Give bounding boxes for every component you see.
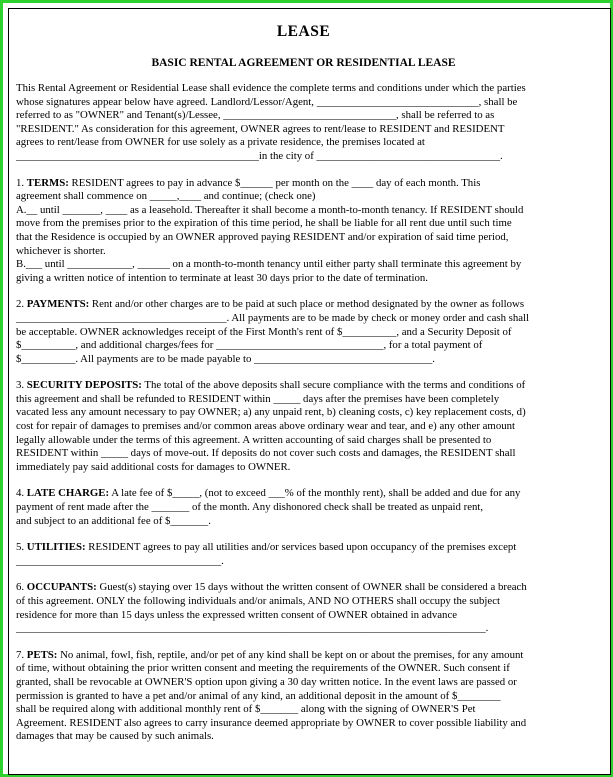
section-line: damages that may be caused by such animals. bbox=[16, 730, 214, 743]
section-heading: OCCUPANTS: bbox=[26, 581, 97, 594]
section-line: Agreement. RESIDENT also agrees to carry insurance deemed appropriate by OWNER to cover possible liability and bbox=[16, 716, 527, 729]
section-number: 6. bbox=[16, 581, 27, 594]
section-line: permission is granted to have a pet and/or animal of any kind, an additional deposit in the amount of $________ bbox=[16, 689, 501, 702]
intro-line: whose signatures appear below have agreed. Landlord/Lessor/Agent, ______________________________, shall be bbox=[16, 95, 518, 108]
section-line: ______________________________________. bbox=[16, 554, 224, 567]
section-line: that the Residence is occupied by an OWNER approved paying RESIDENT and/or expiration of said time period, bbox=[16, 230, 509, 243]
section-number: 4. bbox=[16, 487, 27, 500]
section-line: legally allowable under the terms of this agreement. A written accounting of said charges shall be presented to bbox=[16, 433, 492, 446]
section-heading: PAYMENTS: bbox=[26, 298, 90, 311]
intro-line: _____________________________________________in the city of __________________________________. bbox=[16, 149, 503, 162]
section-line: residence for more than 15 days unless the expressed written consent of OWNER obtained in advance bbox=[16, 608, 458, 621]
section-line: of this agreement. ONLY the following individuals and/or animals, AND NO OTHERS shall occupy the subject bbox=[16, 595, 500, 607]
intro-line: referred to as "OWNER" and Tenant(s)/Lessee, ________________________________, shall be referred to as bbox=[16, 109, 495, 122]
section-text: Rent and/or other charges are to be paid at such place or method designated by the owner as follows bbox=[89, 298, 525, 311]
lease-document bbox=[16, 23, 591, 744]
section-line: $__________. All payments are to be made payable to _________________________________. bbox=[16, 352, 435, 365]
section-line: move from the premises prior to the expiration of this time period, he shall be liable for all rent due until such time bbox=[16, 217, 512, 230]
section-first-line bbox=[16, 177, 591, 191]
section-first-line bbox=[16, 649, 591, 663]
section-line: immediately pay said additional costs for damages to OWNER. bbox=[16, 460, 291, 473]
section-line: cost for repair of damages to premises and/or common areas above ordinary wear and tear, and e) any other amount bbox=[16, 420, 516, 433]
section-payments bbox=[16, 298, 591, 366]
section-first-line bbox=[16, 298, 591, 312]
section-line: this agreement and shall be refunded to RESIDENT within _____ days after the premises have been completely bbox=[16, 392, 500, 405]
document-subtitle: BASIC RENTAL AGREEMENT OR RESIDENTIAL LEASE bbox=[151, 57, 456, 69]
document-title: LEASE bbox=[276, 23, 331, 40]
section-text: Guest(s) staying over 15 days without the written consent of OWNER shall be considered a breach bbox=[96, 581, 527, 594]
section-heading: UTILITIES: bbox=[26, 541, 86, 554]
section-text: RESIDENT agrees to pay all utilities and/or services based upon occupancy of the premises except bbox=[85, 541, 517, 554]
intro-paragraph bbox=[16, 82, 591, 164]
section-heading: SECURITY DEPOSITS: bbox=[26, 379, 142, 392]
section-security-deposits bbox=[16, 379, 591, 474]
section-line: granted, shall be revocable at OWNER'S option upon giving a 30 day written notice. In the event laws are passed or bbox=[16, 675, 517, 688]
section-heading: PETS: bbox=[26, 648, 58, 661]
section-line: of time, without obtaining the prior written consent and meeting the requirements of the OWNER. Such consent if bbox=[16, 662, 510, 675]
section-line: A.__ until _______, ____ as a leasehold. Thereafter it shall become a month-to-month tenancy. If RESIDENT should bbox=[16, 203, 524, 216]
section-line: $__________, and additional charges/fees for _______________________________, for a total payment of bbox=[16, 339, 483, 352]
section-heading: LATE CHARGE: bbox=[26, 487, 110, 500]
section-text: The total of the above deposits shall secure compliance with the terms and conditions of bbox=[141, 379, 526, 392]
section-number: 7. bbox=[16, 648, 27, 661]
section-first-line bbox=[16, 541, 591, 555]
section-line: and subject to an additional fee of $_______. bbox=[16, 514, 211, 527]
section-line: giving a written notice of intention to terminate at least 30 days prior to the date of termination. bbox=[16, 271, 428, 284]
section-text: A late fee of $_____, (not to exceed ___% of the monthly rent), shall be added and due for any bbox=[109, 487, 521, 500]
section-line: payment of rent made after the _______ of the month. Any dishonored check shall be treated as unpaid rent, bbox=[16, 501, 484, 514]
section-line: vacated less any amount necessary to pay OWNER; a) any unpaid rent, b) cleaning costs, c) key replacement costs, d) bbox=[16, 406, 526, 419]
section-occupants bbox=[16, 581, 591, 635]
section-first-line bbox=[16, 581, 591, 595]
section-text: No animal, fowl, fish, reptile, and/or pet of any kind shall be kept on or about the premises, for any amount bbox=[57, 648, 524, 661]
section-number: 5. bbox=[16, 541, 27, 554]
section-heading: TERMS: bbox=[26, 176, 69, 189]
section-line: be acceptable. OWNER acknowledges receipt of the First Month's rent of $__________, and a Security Deposit of bbox=[16, 325, 512, 338]
section-number: 1. bbox=[16, 176, 27, 189]
section-utilities bbox=[16, 541, 591, 568]
section-line: B.___ until ____________, ______ on a month-to-month tenancy until either party shall terminate this agreement by bbox=[16, 258, 522, 271]
section-line: _______________________________________________________________________________________. bbox=[16, 622, 489, 635]
intro-line: agrees to rent/lease from OWNER for use solely as a private residence, the premises located at bbox=[16, 136, 425, 149]
section-line: RESIDENT within _____ days of move-out. If deposits do not cover such costs and damages, the RESIDENT shall bbox=[16, 447, 516, 460]
section-line: whichever is shorter. bbox=[16, 244, 106, 257]
section-number: 3. bbox=[16, 379, 27, 392]
section-late-charge bbox=[16, 487, 591, 528]
section-first-line bbox=[16, 379, 591, 393]
section-text: RESIDENT agrees to pay in advance $______ per month on the ____ day of each month. This bbox=[68, 176, 481, 189]
section-terms bbox=[16, 177, 591, 286]
intro-line: This Rental Agreement or Residential Lease shall evidence the complete terms and conditions under which the parties bbox=[16, 82, 526, 94]
section-first-line bbox=[16, 487, 591, 501]
section-pets bbox=[16, 649, 591, 744]
section-number: 2. bbox=[16, 298, 27, 311]
section-line: shall be required along with additional monthly rent of $_______ along with the signing of OWNER'S Pet bbox=[16, 703, 476, 716]
intro-line: "RESIDENT." As consideration for this agreement, OWNER agrees to rent/lease to RESIDENT and RESIDENT bbox=[16, 122, 505, 135]
section-line: agreement shall commence on _____,____ and continue; (check one) bbox=[16, 190, 316, 203]
section-line: _______________________________________. All payments are to be made by check or money order and cash shall bbox=[16, 311, 530, 324]
